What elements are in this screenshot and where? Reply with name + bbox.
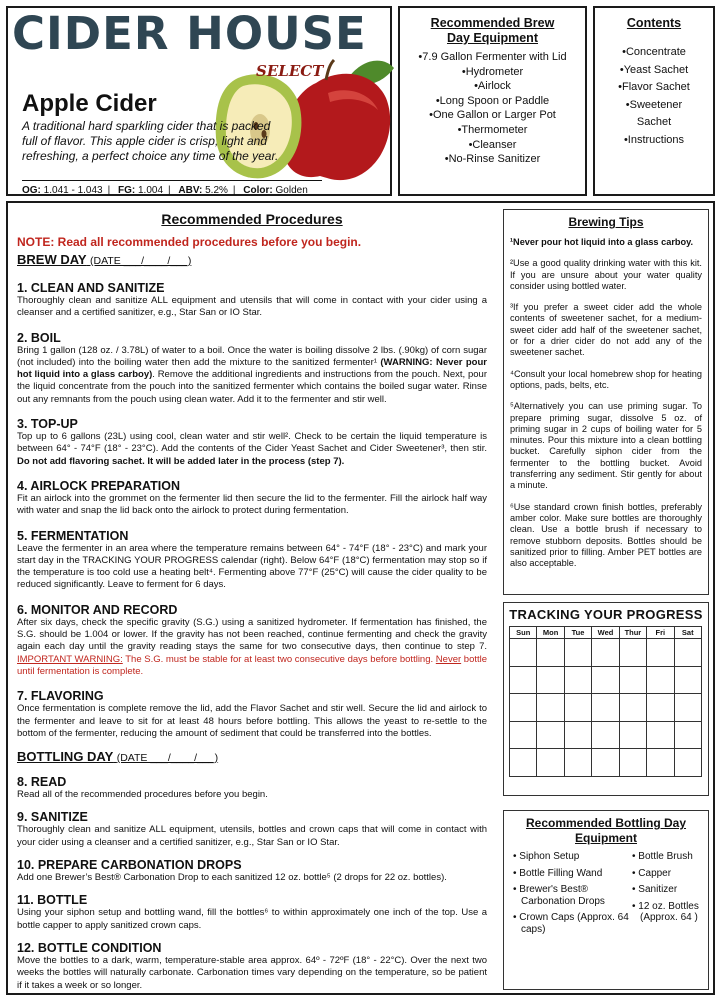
- bottling-equipment-title: Recommended Bottling Day Equipment: [525, 816, 687, 845]
- calendar-week: [510, 721, 702, 749]
- step-6-warning-tail: bottle until fermentation is complete.: [17, 653, 488, 677]
- step-11-text: Using your siphon setup and bottling wand, fill the bottles⁶ to within approximately one inch of the top. Use a bottle capper to apply sanitized crown caps.: [17, 907, 487, 931]
- step-2-title: 2. BOIL: [17, 330, 61, 345]
- brand-logo: CIDER HOUSE: [12, 7, 367, 60]
- step-6-never: Never: [435, 653, 462, 665]
- bottling-day-date: (DATE ___/____/___): [116, 752, 219, 765]
- brew-equipment-title: Recommended Brew Day Equipment: [430, 16, 555, 45]
- step-2-text-b: . Remove the additional ingredients and instructions from the pouch. Next, pour the liquid concentrate from the pouch into the sanitized fermenter which contains the boiled sugar water. Rinse out any remnants from the pouch using clean water. Add it to the fermenter and stir well.: [17, 369, 487, 405]
- calendar-week: [510, 694, 702, 722]
- step-7-title: 7. FLAVORING: [17, 689, 104, 704]
- bottling-equipment-panel: [503, 810, 709, 990]
- list-item: •One Gallon or Larger Pot: [429, 109, 556, 122]
- list-item: •Sweetener Sachet: [625, 98, 683, 128]
- step-1-text: Thoroughly clean and sanitize ALL equipment and utensils that will come in contact with your cider using a cleanser and a certified sanitizer, e.g., Star San or IO Star.: [17, 295, 487, 319]
- bottling-equipment-left: [513, 851, 631, 940]
- list-item: •Concentrate: [622, 46, 686, 58]
- day-header: Thur: [619, 627, 646, 639]
- bottling-equipment-right: [632, 851, 706, 929]
- brew-day-heading: [17, 252, 487, 267]
- list-item: •7.9 Gallon Fermenter with Lid: [418, 51, 567, 63]
- step-2-text: [17, 345, 487, 406]
- step-10-title: 10. PREPARE CARBONATION DROPS: [17, 858, 242, 873]
- og-value: 1.041 - 1.043: [43, 185, 103, 196]
- calendar-week: [510, 666, 702, 694]
- brand-panel: [6, 6, 392, 196]
- tracking-panel: [503, 602, 709, 796]
- brew-equipment-panel: [398, 6, 587, 196]
- step-6-text-main: After six days, check the specific gravity (S.G.) using a sanitized hydrometer. If fermentation has finished, the S.G. should be 1.004 or lower. If the gravity has not been reached, continue fermenting and check the gravity again each day until the gravity reading stays the same for two consecutive days, then continue to step 7.: [17, 616, 487, 653]
- tip-1: ¹Never pour hot liquid into a glass carboy.: [510, 237, 694, 247]
- day-header: Tue: [564, 627, 591, 639]
- list-item: •Instructions: [623, 133, 685, 146]
- step-6-title: 6. MONITOR AND RECORD: [17, 602, 178, 617]
- step-1-title: 1. CLEAN AND SANITIZE: [17, 281, 165, 295]
- day-header: Sun: [510, 627, 537, 639]
- bottling-day-label: BOTTLING DAY: [17, 749, 114, 765]
- brewing-tips-title: Brewing Tips: [568, 215, 644, 229]
- list-item: • Siphon Setup: [513, 851, 580, 862]
- step-3-text-main: Top up to 6 gallons (23L) using cool, clean water and stir well². Check to be certain the liquid temperature is between 64° - 74°F (18° - 23°C). Add the contents of the Cider Yeast Sachet and Cider Sweetener³, then stir.: [17, 431, 487, 455]
- color-value: Golden: [275, 185, 308, 196]
- tracking-calendar: [509, 626, 702, 777]
- list-item: •Cleanser: [468, 138, 517, 151]
- step-8-title: 8. READ: [17, 775, 67, 790]
- brew-equipment-list: [400, 50, 585, 167]
- step-7-text: Once fermentation is complete remove the lid, add the Flavor Sachet and stir well. Secure the lid and airlock to the fermenter and leave to sit for at least 48 hours before bottling. This allows the yeast to re-settle to the bottom of the fermenter, reducing the amount of sediment that could be transferred into the bottles.: [17, 703, 487, 739]
- step-3-text: [17, 431, 487, 468]
- specs-line: OG: 1.041 - 1.043 | FG: 1.004 | ABV: 5.2% | Color: Golden: [22, 180, 322, 196]
- procedures-column: [17, 209, 487, 992]
- og-label: OG:: [22, 185, 41, 196]
- product-description: A traditional hard sparkling cider that is packed full of flavor. This apple cider is crisp, light and refreshing, a perfect choice any time of the year.: [22, 119, 279, 163]
- step-9-title: 9. SANITIZE: [17, 810, 88, 825]
- day-header: Mon: [537, 627, 564, 639]
- contents-panel: [593, 6, 715, 196]
- step-5-title: 5. FERMENTATION: [17, 528, 129, 543]
- day-header: Fri: [647, 627, 674, 639]
- step-3-bold: Do not add flavoring sachet. It will be added later in the process (step 7).: [17, 455, 345, 467]
- step-6-text: [17, 617, 487, 678]
- tip-2: ²Use a good quality drinking water with this kit. If you are unsure about your water quality consider using bottled water.: [510, 258, 702, 291]
- fg-label: FG:: [118, 185, 136, 196]
- list-item: • Capper: [632, 867, 672, 879]
- step-6-warning-label: IMPORTANT WARNING:: [17, 653, 123, 665]
- step-12-text: Move the bottles to a dark, warm, temperature-stable area approx. 64º - 72ºF (18° - 22°C). Over the next two weeks the bottles will naturally carbonate. Carbonation times vary depending on the temperature, so be patient if it takes a week or so longer.: [17, 954, 487, 991]
- tip-5: ⁵Alternatively you can use priming sugar. To prepare priming sugar, dissolve 5 oz. of priming sugar in 2 cups of boiling water for 5 minutes. Pour this mixture into a clean bottling bucket. Carefully siphon cider from the fermenter to the bottling bucket. Avoid transferring any sediment. Stir gently for about a minute.: [510, 401, 702, 491]
- list-item: •No-Rinse Sanitizer: [444, 153, 541, 166]
- apple-illustration: [198, 38, 394, 188]
- list-item: •Hydrometer: [461, 65, 524, 78]
- tip-3: ³If you prefer a sweet cider add the whole contents of sweetener sachet, for a medium-sweet cider add half of the sweetener sachet, or for a drier cider do not add any of the sweetener sachet.: [510, 302, 702, 358]
- color-label: Color:: [243, 185, 273, 196]
- tracking-title: TRACKING YOUR PROGRESS: [509, 607, 703, 622]
- calendar-week: [510, 639, 702, 667]
- abv-value: 5.2%: [205, 185, 228, 196]
- tip-6: ⁶Use standard crown finish bottles, preferably amber color. Make sure bottles are thoroughly clean. Use a bottle brush if necessary to remove stubborn deposits. Bottles should be sanitized prior to filling. Amber PET bottles are also acceptable.: [510, 501, 702, 569]
- step-9-text: Thoroughly clean and sanitize ALL equipment, utensils, bottles and crown caps that will come in contact with your cider using a cleanser and a certified sanitizer, e.g., Star San or IO Star.: [17, 824, 487, 848]
- list-item: • Bottle Filling Wand: [513, 867, 603, 879]
- list-item: •Flavor Sachet: [618, 81, 690, 93]
- step-11-title: 11. BOTTLE: [17, 893, 88, 908]
- list-item: • 12 oz. Bottles (Approx. 64 ): [632, 900, 699, 923]
- brew-day-date: (DATE ___/____/___): [89, 255, 192, 267]
- list-item: • Crown Caps (Approx. 64 caps): [513, 912, 629, 935]
- step-3-title: 3. TOP-UP: [17, 417, 78, 432]
- step-5-text: Leave the fermenter in an area where the temperature remains between 64° - 74°F (18° - 23°C) and mark your start day in the TRACKING YOUR PROGRESS calendar (right). Below 64°F (18°C) fermentation may stop so if the temperature is too cold use a heating belt⁴. Fermenting above 77°F (25°C) will cause the cider quality to be reduced significantly. Leave to ferment for 6 days.: [17, 542, 487, 591]
- step-2-warning: (WARNING: Never pour hot liquid into a glass carboy): [17, 356, 487, 381]
- step-12-title: 12. BOTTLE CONDITION: [17, 940, 162, 955]
- list-item: • Sanitizer: [632, 884, 678, 895]
- day-header: Wed: [592, 627, 619, 639]
- list-item: • Brewer's Best® Carbonation Drops: [513, 884, 605, 907]
- brew-day-label: BREW DAY: [17, 252, 87, 267]
- step-2-text-a: Bring 1 gallon (128 oz. / 3.78L) of water to a boil. Once the water is boiling dissolve 2 lbs. (.90kg) of corn sugar (not included) into the boiling water then add the mixture to the sanitized fermenter¹: [17, 344, 487, 368]
- calendar-week: [510, 749, 702, 777]
- list-item: •Airlock: [474, 80, 511, 93]
- list-item: •Yeast Sachet: [619, 63, 689, 76]
- step-4-title: 4. AIRLOCK PREPARATION: [17, 478, 180, 493]
- step-4-text: Fit an airlock into the grommet on the fermenter lid then secure the lid to the fermenter. Fill the airlock half way with water and snap the lid back onto the airlock to protect during fermentation.: [17, 492, 487, 517]
- abv-label: ABV:: [178, 185, 203, 196]
- tip-4: ⁴Consult your local homebrew shop for heating options, pads, belts, etc.: [510, 368, 702, 390]
- step-6-warning-text: The S.G. must be stable for at least two consecutive days before bottling.: [125, 653, 434, 665]
- contents-list: [595, 44, 713, 149]
- fg-value: 1.004: [138, 185, 164, 196]
- product-title: Apple Cider: [22, 90, 157, 117]
- procedures-title: Recommended Procedures: [161, 211, 343, 227]
- step-8-text: Read all of the recommended procedures before you begin.: [17, 789, 268, 801]
- procedures-note: NOTE: Read all recommended procedures before you begin.: [17, 235, 362, 249]
- list-item: •Thermometer: [457, 123, 528, 136]
- day-header: Sat: [674, 627, 701, 639]
- bottling-day-heading: [17, 749, 487, 764]
- contents-title: Contents: [626, 16, 682, 30]
- step-10-text: Add one Brewer’s Best® Carbonation Drop to each sanitized 12 oz. bottle⁵ (2 drops for 22 oz. bottles).: [17, 872, 447, 884]
- list-item: •Long Spoon or Paddle: [435, 94, 550, 107]
- brand-subtitle: SELECT: [256, 62, 324, 80]
- list-item: • Bottle Brush: [632, 851, 693, 862]
- brewing-tips-panel: [503, 209, 709, 595]
